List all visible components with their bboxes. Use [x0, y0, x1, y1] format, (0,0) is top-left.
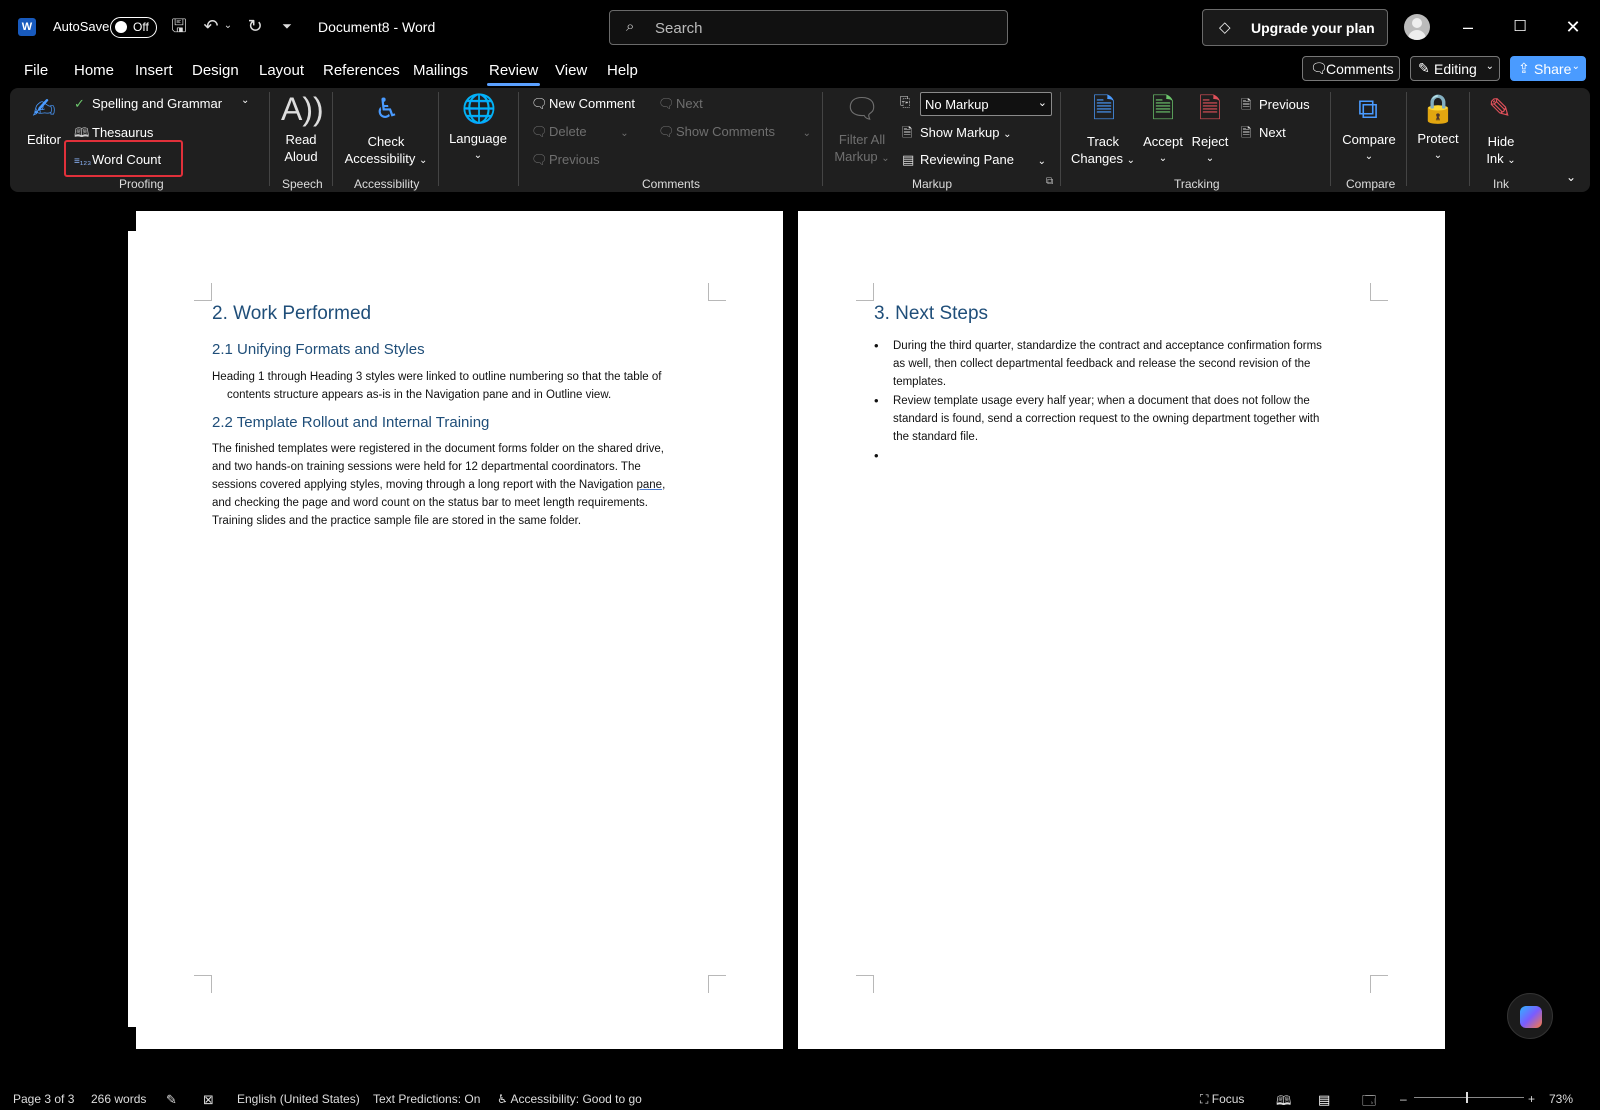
- spelling-grammar-button[interactable]: [74, 96, 222, 112]
- chevron-down-icon: ⌄: [1485, 61, 1494, 72]
- editing-label: Editing: [1434, 61, 1477, 77]
- chevron-down-icon: ⌄: [1037, 97, 1047, 109]
- chevron-down-icon: ⌄: [1433, 150, 1443, 161]
- text-line: • Review template usage every half year; when a document that does not follow the: [893, 395, 1310, 407]
- zoom-slider-thumb[interactable]: [1466, 1092, 1468, 1103]
- divider: [1330, 92, 1331, 186]
- text-line: The finished templates were registered in the document forms folder on the shared drive,: [212, 443, 664, 455]
- reviewing-pane-icon: ▤: [902, 152, 915, 167]
- new-comment-button[interactable]: [531, 96, 635, 112]
- thesaurus-label: Thesaurus: [92, 125, 154, 140]
- paragraph-unifying-formats[interactable]: [212, 368, 661, 404]
- reject-label: Reject: [1191, 134, 1229, 149]
- delete-comment-button[interactable]: [531, 124, 629, 140]
- heading-unifying-formats[interactable]: 2.1 Unifying Formats and Styles: [212, 341, 425, 358]
- next-change-button[interactable]: [1241, 124, 1286, 146]
- show-comments-label: Show Comments: [676, 124, 775, 139]
- show-comments-icon: 🗨: [658, 124, 675, 139]
- margin-corner: [708, 283, 726, 301]
- previous-comment-icon: 🗨: [531, 152, 548, 167]
- divider: [269, 92, 270, 186]
- autosave-toggle[interactable]: [110, 17, 157, 38]
- text-line: and checking the page and word count on the status bar to meet length requirements.: [212, 497, 649, 509]
- paragraph-template-rollout[interactable]: [212, 440, 665, 530]
- show-markup-icon: 🗎: [902, 125, 913, 140]
- accept-label: Accept: [1143, 134, 1183, 149]
- undo-dropdown-icon[interactable]: ⌄: [223, 20, 233, 31]
- save-icon[interactable]: 🖫: [171, 16, 187, 36]
- share-label: Share: [1534, 61, 1572, 77]
- margin-corner: [1370, 975, 1388, 993]
- zoom-slider[interactable]: [1414, 1097, 1524, 1098]
- display-review-icon: ⎘: [900, 94, 911, 109]
- chevron-down-icon: ⌄: [881, 153, 890, 164]
- maximize-icon[interactable]: ☐: [1513, 18, 1527, 35]
- chevron-down-icon: ⌄: [1126, 155, 1136, 166]
- protect-label: Protect: [1417, 131, 1459, 146]
- reviewing-pane-label: Reviewing Pane: [920, 152, 1014, 167]
- group-label-markup: Markup: [912, 177, 953, 191]
- accessibility-check-icon: ♿: [497, 1092, 511, 1106]
- document-title: Document8 - Word: [318, 19, 436, 35]
- show-markup-button[interactable]: [902, 124, 1012, 146]
- accept-button[interactable]: [1140, 133, 1186, 167]
- tab-view[interactable]: View: [555, 62, 588, 79]
- comments-button[interactable]: [1302, 56, 1400, 81]
- tab-design[interactable]: Design: [192, 62, 239, 79]
- language-status[interactable]: English (United States): [237, 1092, 360, 1106]
- next-steps-list[interactable]: [874, 337, 1374, 466]
- tab-layout[interactable]: Layout: [259, 62, 305, 79]
- upgrade-button[interactable]: [1202, 9, 1388, 46]
- upgrade-label: Upgrade your plan: [1251, 20, 1375, 36]
- previous-change-label: Previous: [1259, 97, 1310, 112]
- word-logo-icon: W: [18, 18, 36, 36]
- zoom-in-icon[interactable]: +: [1528, 1092, 1536, 1106]
- divider: [822, 92, 823, 186]
- reject-button[interactable]: [1188, 133, 1232, 167]
- margin-corner: [856, 975, 874, 993]
- account-avatar[interactable]: [1404, 14, 1430, 40]
- document-page[interactable]: [136, 211, 783, 1049]
- text-line: Heading 1 through Heading 3 styles were linked to outline numbering so that the table of: [212, 371, 662, 383]
- divider: [518, 92, 519, 186]
- compare-label: Compare: [1342, 132, 1396, 147]
- compare-button[interactable]: [1338, 131, 1400, 165]
- comment-icon: 🗨: [1310, 60, 1328, 76]
- group-label-accessibility: Accessibility: [354, 177, 420, 191]
- redo-icon[interactable]: ↻: [247, 16, 263, 36]
- accessibility-status[interactable]: [497, 1092, 642, 1106]
- focus-button[interactable]: [1200, 1092, 1244, 1107]
- pencil-icon: ✎: [1418, 60, 1430, 76]
- reject-icon: 🗎: [1198, 93, 1222, 124]
- page-count[interactable]: Page 3 of 3: [13, 1092, 75, 1106]
- group-label-comments: Comments: [642, 177, 701, 191]
- chevron-down-icon: ⌄: [620, 128, 629, 139]
- margin-corner: [194, 283, 212, 301]
- previous-page-edge: [128, 231, 136, 1027]
- accessibility-label: Accessibility: Good to go: [510, 1092, 642, 1106]
- markup-dialog-launcher-icon[interactable]: ⧉: [1046, 176, 1054, 187]
- tab-references[interactable]: References: [323, 62, 400, 79]
- book-icon: 🕮: [74, 125, 90, 140]
- next-change-label: Next: [1259, 125, 1286, 140]
- copilot-button[interactable]: [1507, 993, 1553, 1039]
- text-line: the standard file.: [893, 431, 979, 443]
- filter-label-2: Markup: [834, 149, 878, 164]
- search-box[interactable]: [609, 10, 1008, 45]
- read-aloud-label-2: Aloud: [284, 149, 318, 164]
- text-line: and two hands-on training sessions were held for 12 departmental coordinators. The: [212, 461, 641, 473]
- word-count[interactable]: 266 words: [91, 1092, 147, 1106]
- tab-review[interactable]: Review: [489, 62, 539, 79]
- hide-ink-icon: ✎: [1488, 93, 1512, 124]
- track-label-2: Changes: [1070, 151, 1124, 166]
- flagged-word[interactable]: pane: [636, 479, 663, 491]
- hide-ink-label-2: Ink: [1486, 151, 1504, 166]
- focus-label: Focus: [1211, 1092, 1245, 1106]
- chevron-down-icon: ⌄: [1507, 155, 1516, 166]
- previous-comment-button[interactable]: [531, 152, 600, 168]
- title-bar: [0, 0, 1600, 56]
- new-comment-label: New Comment: [549, 96, 635, 111]
- check-accessibility-button[interactable]: [340, 133, 432, 169]
- tab-insert[interactable]: Insert: [135, 62, 173, 79]
- editor-button[interactable]: Editor: [27, 132, 61, 147]
- chevron-down-icon: ⌄: [1364, 151, 1374, 162]
- group-label-compare: Compare: [1346, 177, 1396, 191]
- track-changes-icon: 🗎: [1092, 93, 1116, 124]
- divider: [1406, 92, 1407, 186]
- delete-label: Delete: [549, 124, 587, 139]
- divider: [1060, 92, 1061, 186]
- close-icon[interactable]: ✕: [1565, 17, 1581, 37]
- text-line: contents structure appears as-is in the Navigation pane and in Outline view.: [227, 389, 612, 401]
- editing-mode-button[interactable]: [1410, 56, 1500, 81]
- tab-mailings[interactable]: Mailings: [413, 62, 469, 79]
- check-label-2: Accessibility: [344, 151, 416, 166]
- filter-markup-icon: 🗨: [844, 93, 880, 124]
- share-icon: ⇪: [1518, 60, 1530, 76]
- chevron-down-icon: ⌄: [1205, 153, 1215, 164]
- next-change-icon: 🗎: [1241, 125, 1252, 140]
- text-line: templates.: [893, 376, 947, 388]
- hide-ink-label-1: Hide: [1487, 134, 1515, 149]
- hide-ink-button[interactable]: [1478, 133, 1524, 169]
- filter-label-1: Filter All: [838, 132, 886, 147]
- list-item[interactable]: [874, 447, 1374, 465]
- search-icon: ⌕: [626, 18, 635, 35]
- accessibility-icon: ♿: [374, 93, 400, 124]
- next-label: Next: [676, 96, 703, 111]
- divider: [1469, 92, 1470, 186]
- heading-next-steps[interactable]: 3. Next Steps: [874, 303, 989, 324]
- text-line: • During the third quarter, standardize the contract and acceptance confirmation forms: [893, 340, 1322, 352]
- word-count-label: Word Count: [92, 152, 162, 167]
- text-line: as well, then collect departmental feedback and release the second revision of the: [893, 358, 1311, 370]
- divider: [438, 92, 439, 186]
- margin-corner: [194, 975, 212, 993]
- heading-template-rollout[interactable]: 2.2 Template Rollout and Internal Training: [212, 414, 490, 431]
- list-item[interactable]: [874, 392, 1374, 446]
- group-label-speech: Speech: [282, 177, 323, 191]
- chevron-down-icon: ⌄: [802, 128, 811, 139]
- show-markup-label: Show Markup: [920, 125, 1000, 140]
- markup-display-dropdown[interactable]: [920, 92, 1052, 116]
- text-run: sessions covered applying styles, moving through a long report with the Navigation: [212, 479, 637, 491]
- word-count-icon: ≡₁₂₃: [74, 156, 92, 167]
- markup-dropdown-value: No Markup: [925, 97, 989, 112]
- language-icon: 🌐: [461, 93, 497, 124]
- language-button[interactable]: [446, 130, 510, 164]
- previous-change-button[interactable]: [1241, 96, 1310, 118]
- spelling-icon: ✓: [74, 96, 85, 111]
- heading-work-performed[interactable]: 2. Work Performed: [212, 303, 372, 324]
- zoom-level[interactable]: 73%: [1549, 1092, 1574, 1106]
- track-label-1: Track: [1086, 134, 1120, 149]
- toggle-knob: [115, 21, 127, 33]
- margin-corner: [856, 283, 874, 301]
- delete-comment-icon: 🗨: [531, 124, 548, 139]
- comments-label: Comments: [1326, 61, 1394, 77]
- minimize-icon[interactable]: –: [1462, 17, 1473, 37]
- chevron-down-icon[interactable]: ⌄: [241, 95, 250, 106]
- text-line: Training slides and the practice sample file are stored in the same folder.: [212, 515, 582, 527]
- share-button[interactable]: [1510, 56, 1586, 81]
- accept-icon: 🗎: [1151, 93, 1175, 124]
- chevron-down-icon: ⌄: [1158, 153, 1168, 164]
- show-comments-button[interactable]: [658, 124, 811, 140]
- document-page[interactable]: [798, 211, 1445, 1049]
- status-bar: [0, 1086, 1600, 1110]
- list-item[interactable]: [874, 337, 1374, 391]
- chevron-down-icon: ⌄: [1003, 129, 1012, 140]
- group-label-ink: Ink: [1493, 177, 1510, 191]
- accessibility-status-icon[interactable]: ⊠: [203, 1092, 214, 1107]
- print-layout-icon[interactable]: ▤: [1318, 1092, 1331, 1107]
- spelling-label: Spelling and Grammar: [92, 96, 223, 111]
- undo-icon[interactable]: ↶: [203, 16, 219, 36]
- word-count-highlight: [64, 140, 183, 177]
- margin-corner: [1370, 283, 1388, 301]
- new-comment-icon: 🗨: [531, 96, 548, 111]
- text-predictions-status[interactable]: Text Predictions: On: [373, 1092, 481, 1106]
- autosave-state: Off: [133, 20, 149, 34]
- read-aloud-button[interactable]: [276, 131, 326, 165]
- text-line: standard is found, send a correction request to the owning department together with: [893, 413, 1320, 425]
- chevron-down-icon: ⌄: [1571, 61, 1580, 72]
- previous-label: Previous: [549, 152, 600, 167]
- read-aloud-label-1: Read: [285, 132, 317, 147]
- track-changes-button[interactable]: [1068, 133, 1138, 169]
- lock-icon: 🔒: [1420, 93, 1456, 124]
- reviewing-pane-button[interactable]: [902, 152, 1046, 168]
- autosave-label: AutoSave: [53, 19, 110, 34]
- collapse-ribbon-icon[interactable]: ⌄: [1566, 170, 1577, 184]
- text-line: [212, 476, 665, 494]
- text-run: ,: [662, 479, 666, 491]
- chevron-down-icon: ⌄: [1037, 156, 1046, 167]
- filter-all-markup-button[interactable]: [828, 131, 896, 167]
- divider: [332, 92, 333, 186]
- group-label-proofing: Proofing: [119, 177, 164, 191]
- check-label-1: Check: [367, 134, 405, 149]
- chevron-down-icon: ⌄: [419, 155, 428, 166]
- tab-help[interactable]: Help: [607, 62, 638, 79]
- editor-icon: ✍: [32, 93, 56, 124]
- compare-icon: ⧉: [1358, 93, 1378, 124]
- search-placeholder: Search: [655, 20, 703, 37]
- diamond-icon: ◇: [1219, 19, 1231, 36]
- language-label: Language: [449, 131, 507, 146]
- protect-button[interactable]: [1412, 130, 1464, 164]
- chevron-down-icon: ⌄: [473, 150, 483, 161]
- tab-file[interactable]: File: [24, 62, 49, 79]
- previous-change-icon: 🗎: [1241, 97, 1252, 112]
- read-mode-icon[interactable]: 🕮: [1276, 1093, 1292, 1108]
- next-comment-button[interactable]: [658, 96, 703, 112]
- next-comment-icon: 🗨: [658, 96, 675, 111]
- tab-home[interactable]: Home: [74, 62, 115, 79]
- web-layout-icon[interactable]: 🗔: [1362, 1093, 1377, 1108]
- margin-corner: [708, 975, 726, 993]
- read-aloud-icon: A)): [281, 91, 324, 127]
- focus-icon: ⛶: [1200, 1092, 1212, 1106]
- group-label-tracking: Tracking: [1174, 177, 1220, 191]
- proofing-status-icon[interactable]: ✎: [166, 1092, 177, 1107]
- zoom-out-icon[interactable]: –: [1400, 1092, 1407, 1106]
- customize-toolbar-icon[interactable]: ⏷: [282, 19, 292, 33]
